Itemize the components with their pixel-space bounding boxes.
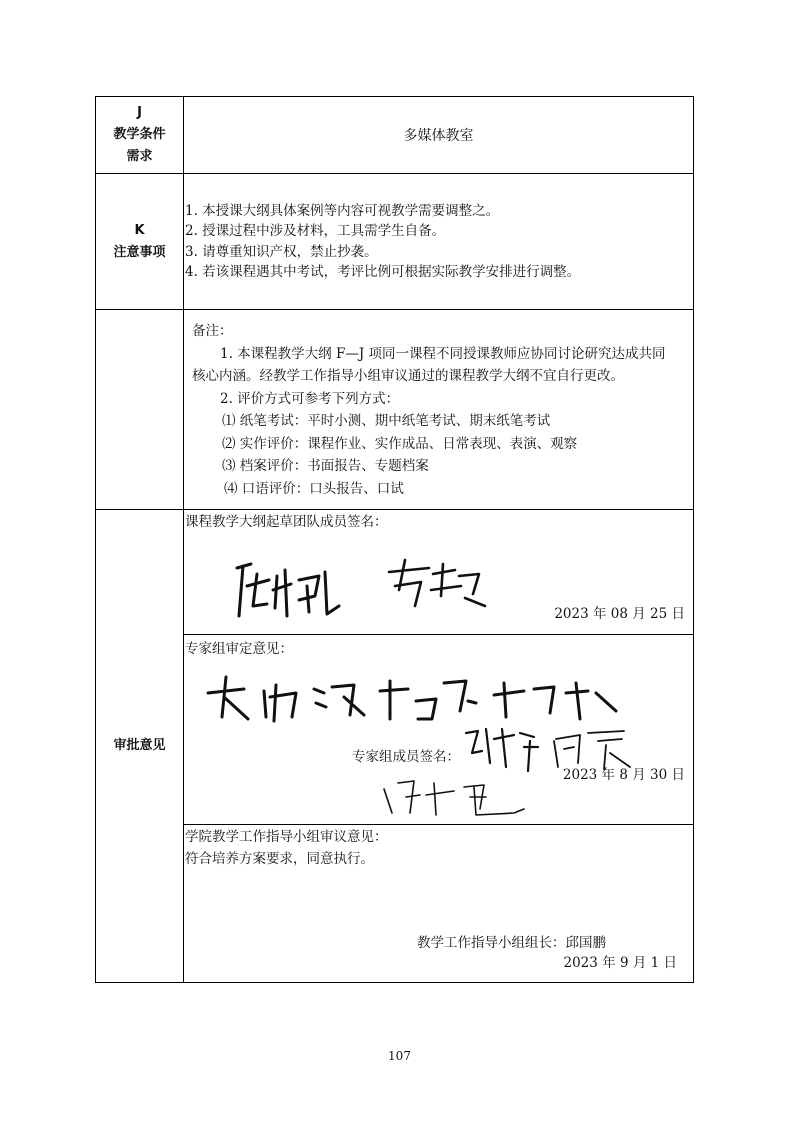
notes-para2: 2. 评价方式可参考下列方式： [220,390,400,407]
label-k-line2: 注意事项 [113,244,166,260]
college-date: 2023 年 9 月 1 日 [563,955,677,971]
row-notes [96,310,694,510]
row-college [96,825,694,983]
college-leader: 教学工作指导小组组长：邱国鹏 [417,935,606,951]
method-item: ⑴ 纸笔考试：平时小测、期中纸笔考试、期末纸笔考试 [222,413,551,429]
drafting-title: 课程教学大纲起草团队成员签名： [185,514,388,530]
signature-3 [466,729,538,771]
college-title: 学院教学工作指导小组审议意见： [185,829,388,845]
drafting-date: 2023 年 08 月 25 日 [554,606,685,622]
notice-item: 1. 本授课大纲具体案例等内容可视教学需要调整之。 [185,202,500,219]
row-j [96,97,694,174]
method-item: ⑶ 档案评价：书面报告、专题档案 [222,458,429,474]
label-k [96,174,184,310]
label-j-line2: 教学条件 [113,127,166,142]
label-review: 审批意见 [96,510,184,983]
expert-cell [184,635,694,825]
notice-item: 3. 请尊重知识产权，禁止抄袭。 [185,243,378,260]
notes-para1: 1. 本课程教学大纲 F—J 项同一课程不同授课教师应协同讨论研究达成共同 [220,345,666,362]
method-item: ⑷ 口语评价：口头报告、口试 [224,480,404,497]
notes-block [184,310,694,510]
label-j-line1: J [137,105,142,120]
method-item: ⑵ 实作评价：课程作业、实作成品、日常表现、表演、观察 [222,435,578,452]
drafting-signatures [229,546,509,626]
expert-members-label: 专家组成员签名： [352,749,460,765]
signature-1 [237,564,339,616]
notes-heading: 备注： [192,323,233,339]
label-j-line3: 需求 [126,149,153,164]
signature-2 [389,560,485,606]
page-number: 107 [388,1049,411,1063]
row-expert [96,635,694,825]
teaching-conditions: 多媒体教室 [184,97,694,174]
syllabus-table [95,96,694,983]
label-k-line1: K [134,222,145,238]
signature-4 [554,731,630,769]
notice-list [184,174,694,310]
college-opinion: 符合培养方案要求，同意执行。 [185,851,374,867]
expert-title: 专家组审定意见： [185,641,293,657]
college-cell [184,825,694,983]
row-drafting [96,510,694,635]
expert-date: 2023 年 8 月 30 日 [562,767,685,783]
notice-item: 4. 若该课程遇其中考试，考评比例可根据实际教学安排进行调整。 [185,264,581,280]
drafting-cell [184,510,694,635]
expert-opinion-handwriting [204,671,624,731]
label-notes-empty [96,310,184,510]
signature-5 [384,781,524,815]
notice-item: 2. 授课过程中涉及材料，工具需学生自备。 [185,223,446,239]
label-j [96,97,184,174]
notes-para1-cont: 核心内涵。经教学工作指导小组审议通过的课程教学大纲不宜自行更改。 [192,368,624,384]
row-k [96,174,694,310]
